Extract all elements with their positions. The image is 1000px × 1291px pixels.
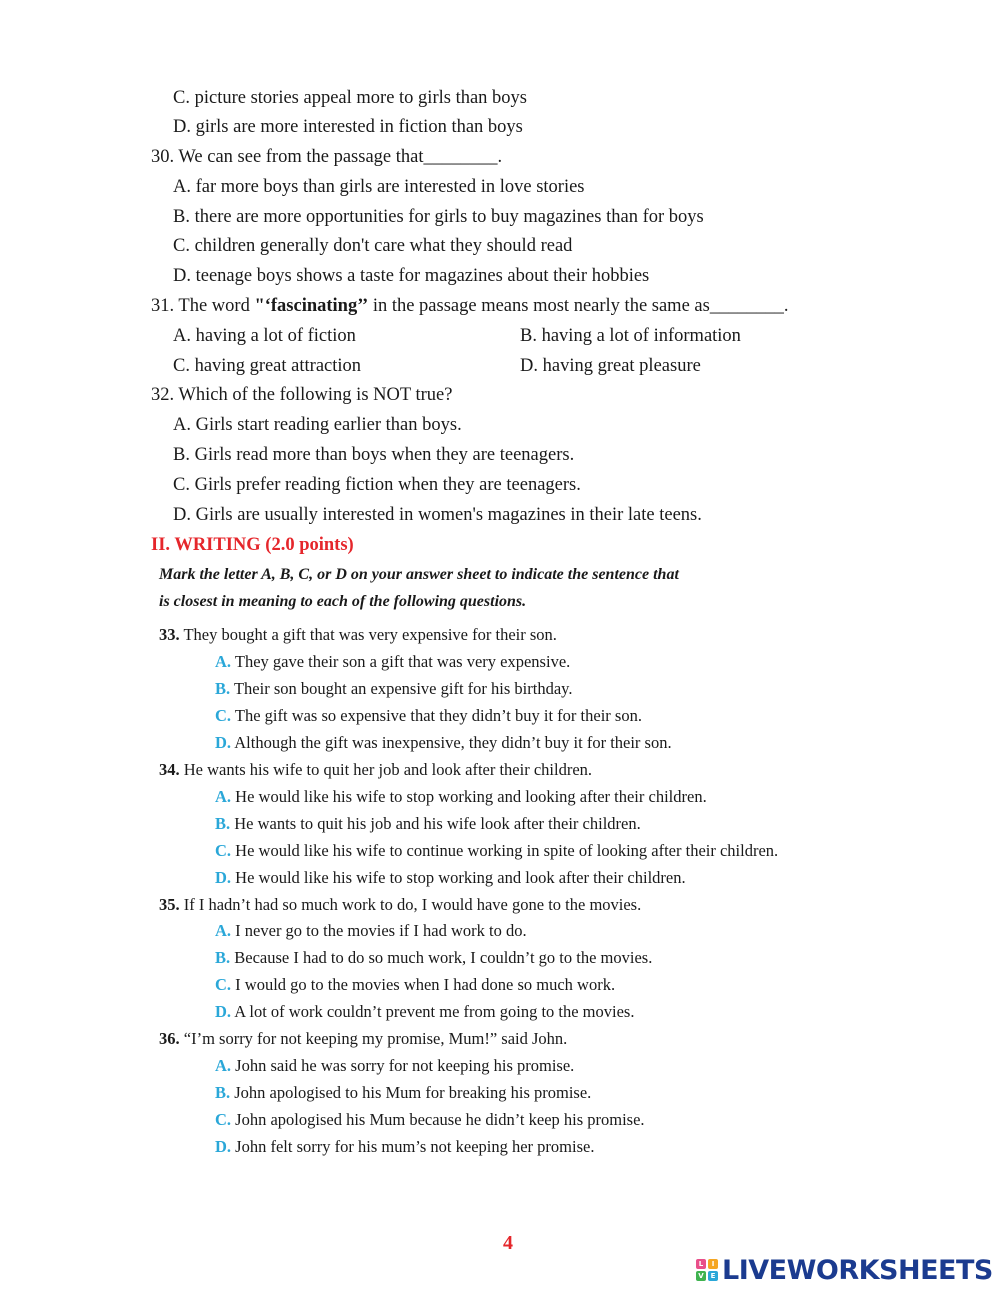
q34-option-c-letter: C.	[215, 841, 232, 860]
q30-option-c: C. children generally don't care what they should read	[173, 236, 573, 256]
q33-option-a[interactable]	[215, 652, 570, 672]
q35-option-d-letter: D.	[215, 1002, 232, 1021]
q34-option-d-letter: D.	[215, 868, 232, 887]
q35-stem	[159, 895, 641, 915]
q35-text: If I hadn’t had so much work to do, I would have gone to the movies.	[179, 895, 642, 914]
q36-option-c-letter: C.	[215, 1110, 232, 1129]
q34-option-b-letter: B.	[215, 814, 231, 833]
q33-option-d-text: Although the gift was inexpensive, they didn’t buy it for their son.	[231, 733, 672, 752]
q35-option-d[interactable]	[215, 1002, 634, 1022]
q32-option-a: A. Girls start reading earlier than boys.	[173, 415, 462, 435]
q36-text: “I’m sorry for not keeping my promise, Mum!” said John.	[179, 1029, 568, 1048]
q34-option-c[interactable]	[215, 841, 778, 861]
q34-option-a-letter: A.	[215, 787, 232, 806]
q36-option-d-letter: D.	[215, 1137, 232, 1156]
q36-option-a-text: John said he was sorry for not keeping his promise.	[231, 1056, 575, 1075]
q33-option-c[interactable]	[215, 706, 642, 726]
q29-option-c: C. picture stories appeal more to girls than boys	[173, 88, 527, 108]
q32-option-c: C. Girls prefer reading fiction when they are teenagers.	[173, 475, 581, 495]
logo-block-l: L	[696, 1259, 706, 1269]
q36-option-d[interactable]	[215, 1137, 594, 1157]
q34-text: He wants his wife to quit her job and look after their children.	[179, 760, 593, 779]
q36-option-c[interactable]	[215, 1110, 645, 1130]
q34-stem	[159, 760, 592, 780]
q33-option-a-text: They gave their son a gift that was very expensive.	[231, 652, 571, 671]
logo-block-i: I	[708, 1259, 718, 1269]
q34-option-b-text: He wants to quit his job and his wife look after their children.	[230, 814, 641, 833]
q35-option-b-letter: B.	[215, 948, 231, 967]
q32-option-d: D. Girls are usually interested in women's magazines in their late teens.	[173, 505, 702, 525]
q31-option-a: A. having a lot of fiction	[173, 326, 356, 346]
liveworksheets-logo[interactable]	[696, 1255, 993, 1285]
logo-blocks-icon	[696, 1259, 718, 1281]
q35-option-b-text: Because I had to do so much work, I couldn’t go to the movies.	[230, 948, 653, 967]
q30-option-a: A. far more boys than girls are interested in love stories	[173, 177, 585, 197]
q34-option-d[interactable]	[215, 868, 686, 888]
page-number: 4	[503, 1232, 513, 1254]
q30-option-b: B. there are more opportunities for girls to buy magazines than for boys	[173, 207, 704, 227]
logo-block-e: E	[708, 1271, 718, 1281]
q33-option-c-letter: C.	[215, 706, 232, 725]
q33-option-b-text: Their son bought an expensive gift for his birthday.	[230, 679, 573, 698]
q33-number: 33.	[159, 625, 180, 644]
q30-stem: 30. We can see from the passage that________.	[151, 147, 503, 167]
q36-option-d-text: John felt sorry for his mum’s not keeping her promise.	[231, 1137, 595, 1156]
q35-option-c-text: I would go to the movies when I had done so much work.	[231, 975, 616, 994]
q33-option-d-letter: D.	[215, 733, 232, 752]
q33-option-b[interactable]	[215, 679, 572, 699]
q36-number: 36.	[159, 1029, 180, 1048]
q31-option-d: D. having great pleasure	[520, 356, 701, 376]
logo-block-v: V	[696, 1271, 706, 1281]
q36-option-b[interactable]	[215, 1083, 591, 1103]
writing-instruction-line2: is closest in meaning to each of the following questions.	[159, 593, 527, 610]
q35-number: 35.	[159, 895, 180, 914]
q35-option-a-text: I never go to the movies if I had work to do.	[231, 921, 527, 940]
q34-option-c-text: He would like his wife to continue working in spite of looking after their children.	[231, 841, 779, 860]
q29-option-d: D. girls are more interested in fiction than boys	[173, 117, 523, 137]
q35-option-c[interactable]	[215, 975, 615, 995]
q31-option-b: B. having a lot of information	[520, 326, 741, 346]
q32-stem: 32. Which of the following is NOT true?	[151, 385, 453, 405]
q36-option-a[interactable]	[215, 1056, 574, 1076]
q33-option-d[interactable]	[215, 733, 672, 753]
q34-number: 34.	[159, 760, 180, 779]
q32-option-b: B. Girls read more than boys when they are teenagers.	[173, 445, 575, 465]
q31-stem-word: "‘fascinating’’	[254, 296, 369, 316]
q33-stem	[159, 625, 557, 645]
q35-option-a[interactable]	[215, 921, 527, 941]
q36-option-b-letter: B.	[215, 1083, 231, 1102]
q33-option-a-letter: A.	[215, 652, 232, 671]
q31-stem-before: 31. The word	[151, 296, 255, 316]
q31-option-c: C. having great attraction	[173, 356, 362, 376]
q36-stem	[159, 1029, 567, 1049]
q34-option-a[interactable]	[215, 787, 707, 807]
q35-option-a-letter: A.	[215, 921, 232, 940]
q35-option-b[interactable]	[215, 948, 652, 968]
q33-option-b-letter: B.	[215, 679, 231, 698]
q36-option-c-text: John apologised his Mum because he didn’t keep his promise.	[231, 1110, 645, 1129]
writing-instruction-line1: Mark the letter A, B, C, or D on your answer sheet to indicate the sentence that	[159, 566, 679, 583]
q34-option-b[interactable]	[215, 814, 641, 834]
q35-option-d-text: A lot of work couldn’t prevent me from going to the movies.	[231, 1002, 635, 1021]
q36-option-b-text: John apologised to his Mum for breaking his promise.	[230, 1083, 592, 1102]
writing-heading: II. WRITING (2.0 points)	[151, 535, 354, 555]
q34-option-d-text: He would like his wife to stop working and look after their children.	[231, 868, 686, 887]
q30-option-d: D. teenage boys shows a taste for magazines about their hobbies	[173, 266, 650, 286]
q33-text: They bought a gift that was very expensive for their son.	[179, 625, 557, 644]
logo-text: LIVEWORKSHEETS	[722, 1254, 993, 1286]
q34-option-a-text: He would like his wife to stop working and looking after their children.	[231, 787, 707, 806]
q31-stem-after: in the passage means most nearly the same as________.	[368, 296, 789, 316]
q36-option-a-letter: A.	[215, 1056, 232, 1075]
q35-option-c-letter: C.	[215, 975, 232, 994]
q31-stem	[151, 296, 788, 317]
q33-option-c-text: The gift was so expensive that they didn’t buy it for their son.	[231, 706, 642, 725]
